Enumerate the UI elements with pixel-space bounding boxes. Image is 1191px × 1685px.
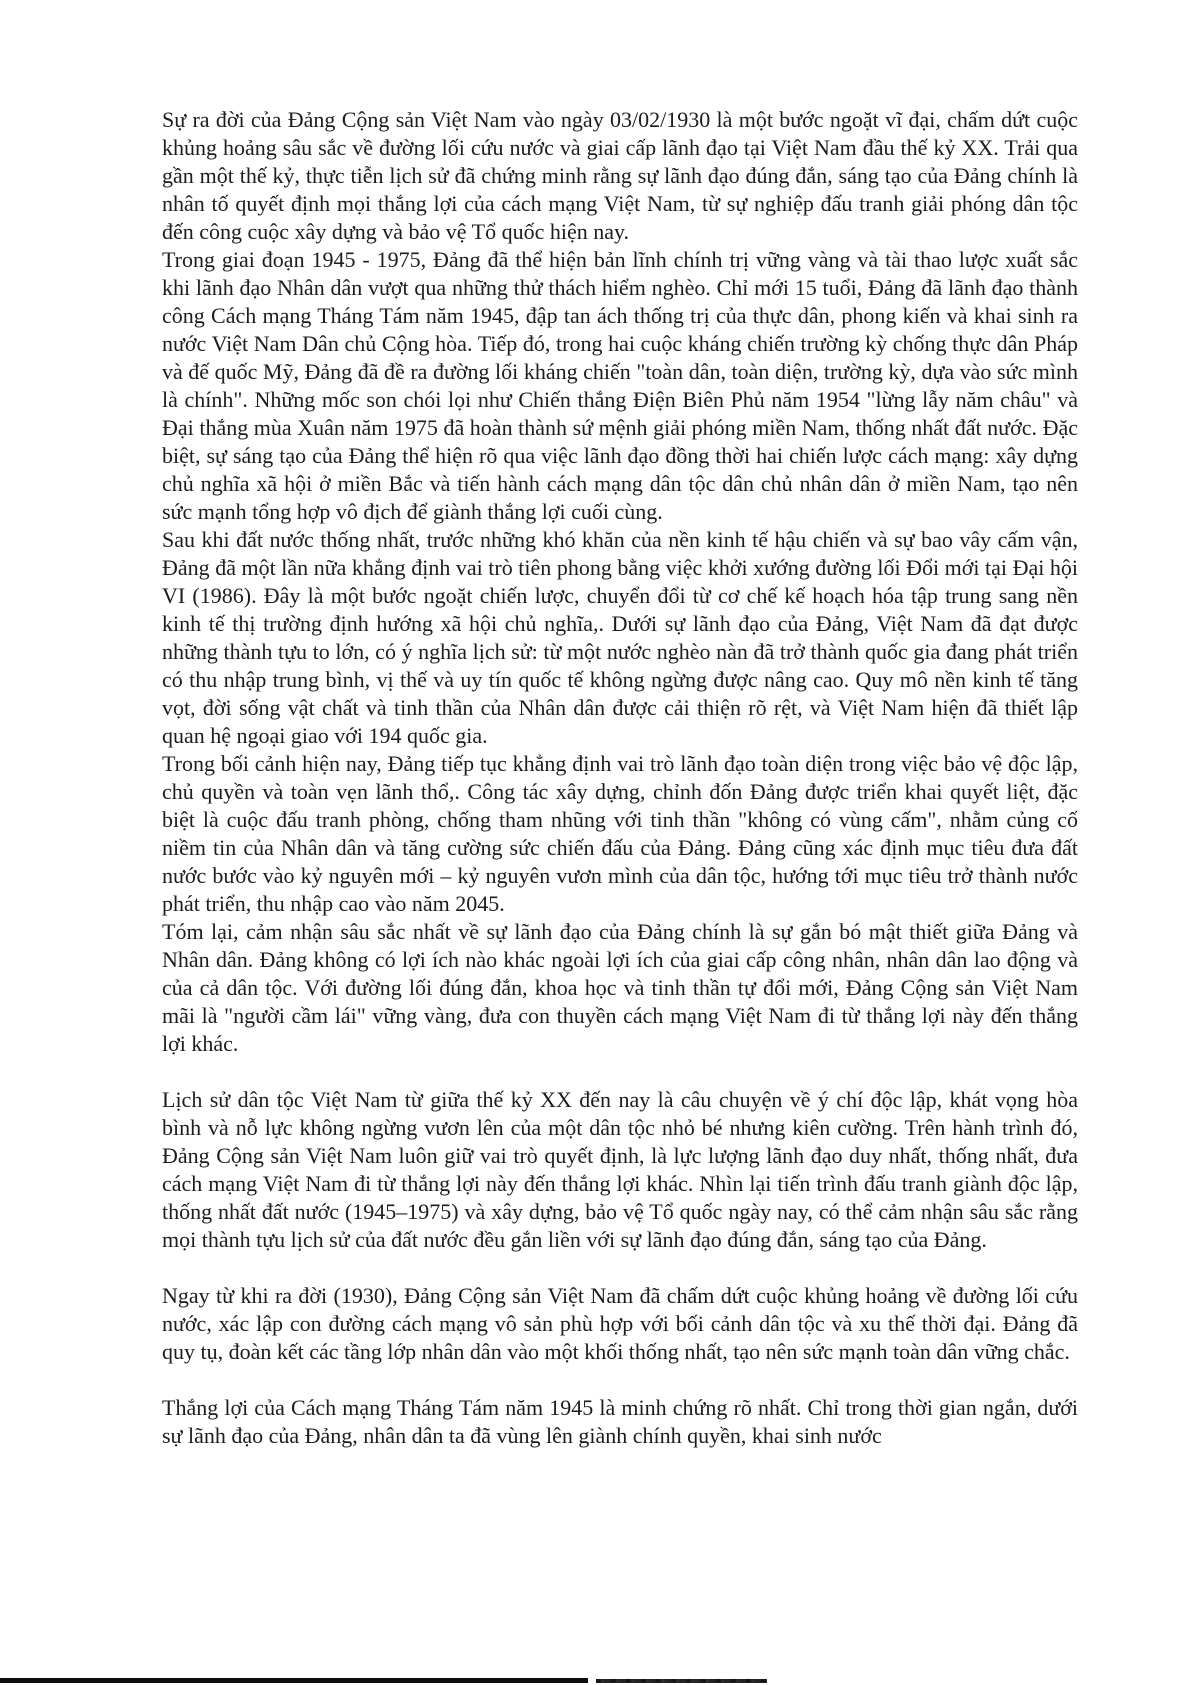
- bottom-edge-fragment: [596, 1679, 767, 1683]
- paragraph-thang-loi-1945: Thắng lợi của Cách mạng Tháng Tám năm 1945 là minh chứng rõ nhất. Chỉ trong thời gian ngắn, dưới sự lãnh đạo của Đảng, nhân dân ta đã vùng lên giành chính quyền, khai sinh nước: [162, 1395, 1078, 1448]
- paragraph-lich-su: Lịch sử dân tộc Việt Nam từ giữa thế kỷ XX đến nay là câu chuyện về ý chí độc lập, khát vọng hòa bình và nỗ lực không ngừng vươn lên của một dân tộc nhỏ bé nhưng kiên cường. Trên hành trình đó, Đảng Cộng sản Việt Nam luôn giữ vai trò quyết định, là lực lượng lãnh đạo duy nhất, thống nhất, đưa cách mạng Việt Nam đi từ thắng lợi này đến thắng lợi khác. Nhìn lại tiến trình đấu tranh giành độc lập, thống nhất đất nước (1945–1975) và xây dựng, bảo vệ Tổ quốc ngày nay, có thể cảm nhận sâu sắc rằng mọi thành tựu lịch sử của đất nước đều gắn liền với sự lãnh đạo đúng đắn, sáng tạo của Đảng.: [162, 1087, 1078, 1252]
- paragraph-intro: Sự ra đời của Đảng Cộng sản Việt Nam vào ngày 03/02/1930 là một bước ngoặt vĩ đại, chấm dứt cuộc khủng hoảng sâu sắc về đường lối cứu nước và giai cấp lãnh đạo tại Việt Nam đầu thế kỷ XX. Trải qua gần một thế kỷ, thực tiễn lịch sử đã chứng minh rằng sự lãnh đạo đúng đắn, sáng tạo của Đảng chính là nhân tố quyết định mọi thắng lợi của cách mạng Việt Nam, từ sự nghiệp đấu tranh giải phóng dân tộc đến công cuộc xây dựng và bảo vệ Tổ quốc hiện nay.: [162, 107, 1078, 244]
- paragraph-1945-1975: Trong giai đoạn 1945 - 1975, Đảng đã thể hiện bản lĩnh chính trị vững vàng và tài thao lược xuất sắc khi lãnh đạo Nhân dân vượt qua những thử thách hiểm nghèo. Chỉ mới 15 tuổi, Đảng đã lãnh đạo thành công Cách mạng Tháng Tám năm 1945, đập tan ách thống trị của thực dân, phong kiến và khai sinh ra nước Việt Nam Dân chủ Cộng hòa. Tiếp đó, trong hai cuộc kháng chiến trường kỳ chống thực dân Pháp và đế quốc Mỹ, Đảng đã đề ra đường lối kháng chiến "toàn dân, toàn diện, trường kỳ, dựa vào sức mình là chính". Những mốc son chói lọi như Chiến thắng Điện Biên Phủ năm 1954 "lừng lẫy năm châu" và Đại thắng mùa Xuân năm 1975 đã hoàn thành sứ mệnh giải phóng miền Nam, thống nhất đất nước. Đặc biệt, sự sáng tạo của Đảng thể hiện rõ qua việc lãnh đạo đồng thời hai chiến lược cách mạng: xây dựng chủ nghĩa xã hội ở miền Bắc và tiến hành cách mạng dân tộc dân chủ nhân dân ở miền Nam, tạo nên sức mạnh tổng hợp vô địch để giành thắng lợi cuối cùng.: [162, 247, 1078, 524]
- paragraph-doi-moi: Sau khi đất nước thống nhất, trước những khó khăn của nền kinh tế hậu chiến và sự bao vây cấm vận, Đảng đã một lần nữa khẳng định vai trò tiên phong bằng việc khởi xướng đường lối Đổi mới tại Đại hội VI (1986). Đây là một bước ngoặt chiến lược, chuyển đổi từ cơ chế kế hoạch hóa tập trung sang nền kinh tế thị trường định hướng xã hội chủ nghĩa,. Dưới sự lãnh đạo của Đảng, Việt Nam đã đạt được những thành tựu to lớn, có ý nghĩa lịch sử: từ một nước nghèo nàn đã trở thành quốc gia đang phát triển có thu nhập trung bình, vị thế và uy tín quốc tế không ngừng được nâng cao. Quy mô nền kinh tế tăng vọt, đời sống vật chất và tinh thần của Nhân dân được cải thiện rõ rệt, và Việt Nam hiện đã thiết lập quan hệ ngoại giao với 194 quốc gia.: [162, 527, 1078, 748]
- document-text-block: [162, 106, 1078, 1450]
- bottom-edge-bar: [0, 1678, 588, 1683]
- paragraph-ngay-tu-khi-ra-doi: Ngay từ khi ra đời (1930), Đảng Cộng sản Việt Nam đã chấm dứt cuộc khủng hoảng về đường lối cứu nước, xác lập con đường cách mạng vô sản phù hợp với bối cảnh dân tộc và xu thế thời đại. Đảng đã quy tụ, đoàn kết các tầng lớp nhân dân vào một khối thống nhất, tạo nên sức mạnh toàn dân vững chắc.: [162, 1283, 1078, 1364]
- paragraph-hien-nay: Trong bối cảnh hiện nay, Đảng tiếp tục khẳng định vai trò lãnh đạo toàn diện trong việc bảo vệ độc lập, chủ quyền và toàn vẹn lãnh thổ,. Công tác xây dựng, chỉnh đốn Đảng được triển khai quyết liệt, đặc biệt là cuộc đấu tranh phòng, chống tham nhũng với tinh thần "không có vùng cấm", nhằm củng cố niềm tin của Nhân dân và tăng cường sức chiến đấu của Đảng. Đảng cũng xác định mục tiêu đưa đất nước bước vào kỷ nguyên mới – kỷ nguyên vươn mình của dân tộc, hướng tới mục tiêu trở thành nước phát triển, thu nhập cao vào năm 2045.: [162, 751, 1078, 916]
- paragraph-tom-lai: Tóm lại, cảm nhận sâu sắc nhất về sự lãnh đạo của Đảng chính là sự gắn bó mật thiết giữa Đảng và Nhân dân. Đảng không có lợi ích nào khác ngoài lợi ích của giai cấp công nhân, nhân dân lao động và của cả dân tộc. Với đường lối đúng đắn, khoa học và tinh thần tự đổi mới, Đảng Cộng sản Việt Nam mãi là "người cầm lái" vững vàng, đưa con thuyền cách mạng Việt Nam đi từ thắng lợi này đến thắng lợi khác.: [162, 919, 1078, 1056]
